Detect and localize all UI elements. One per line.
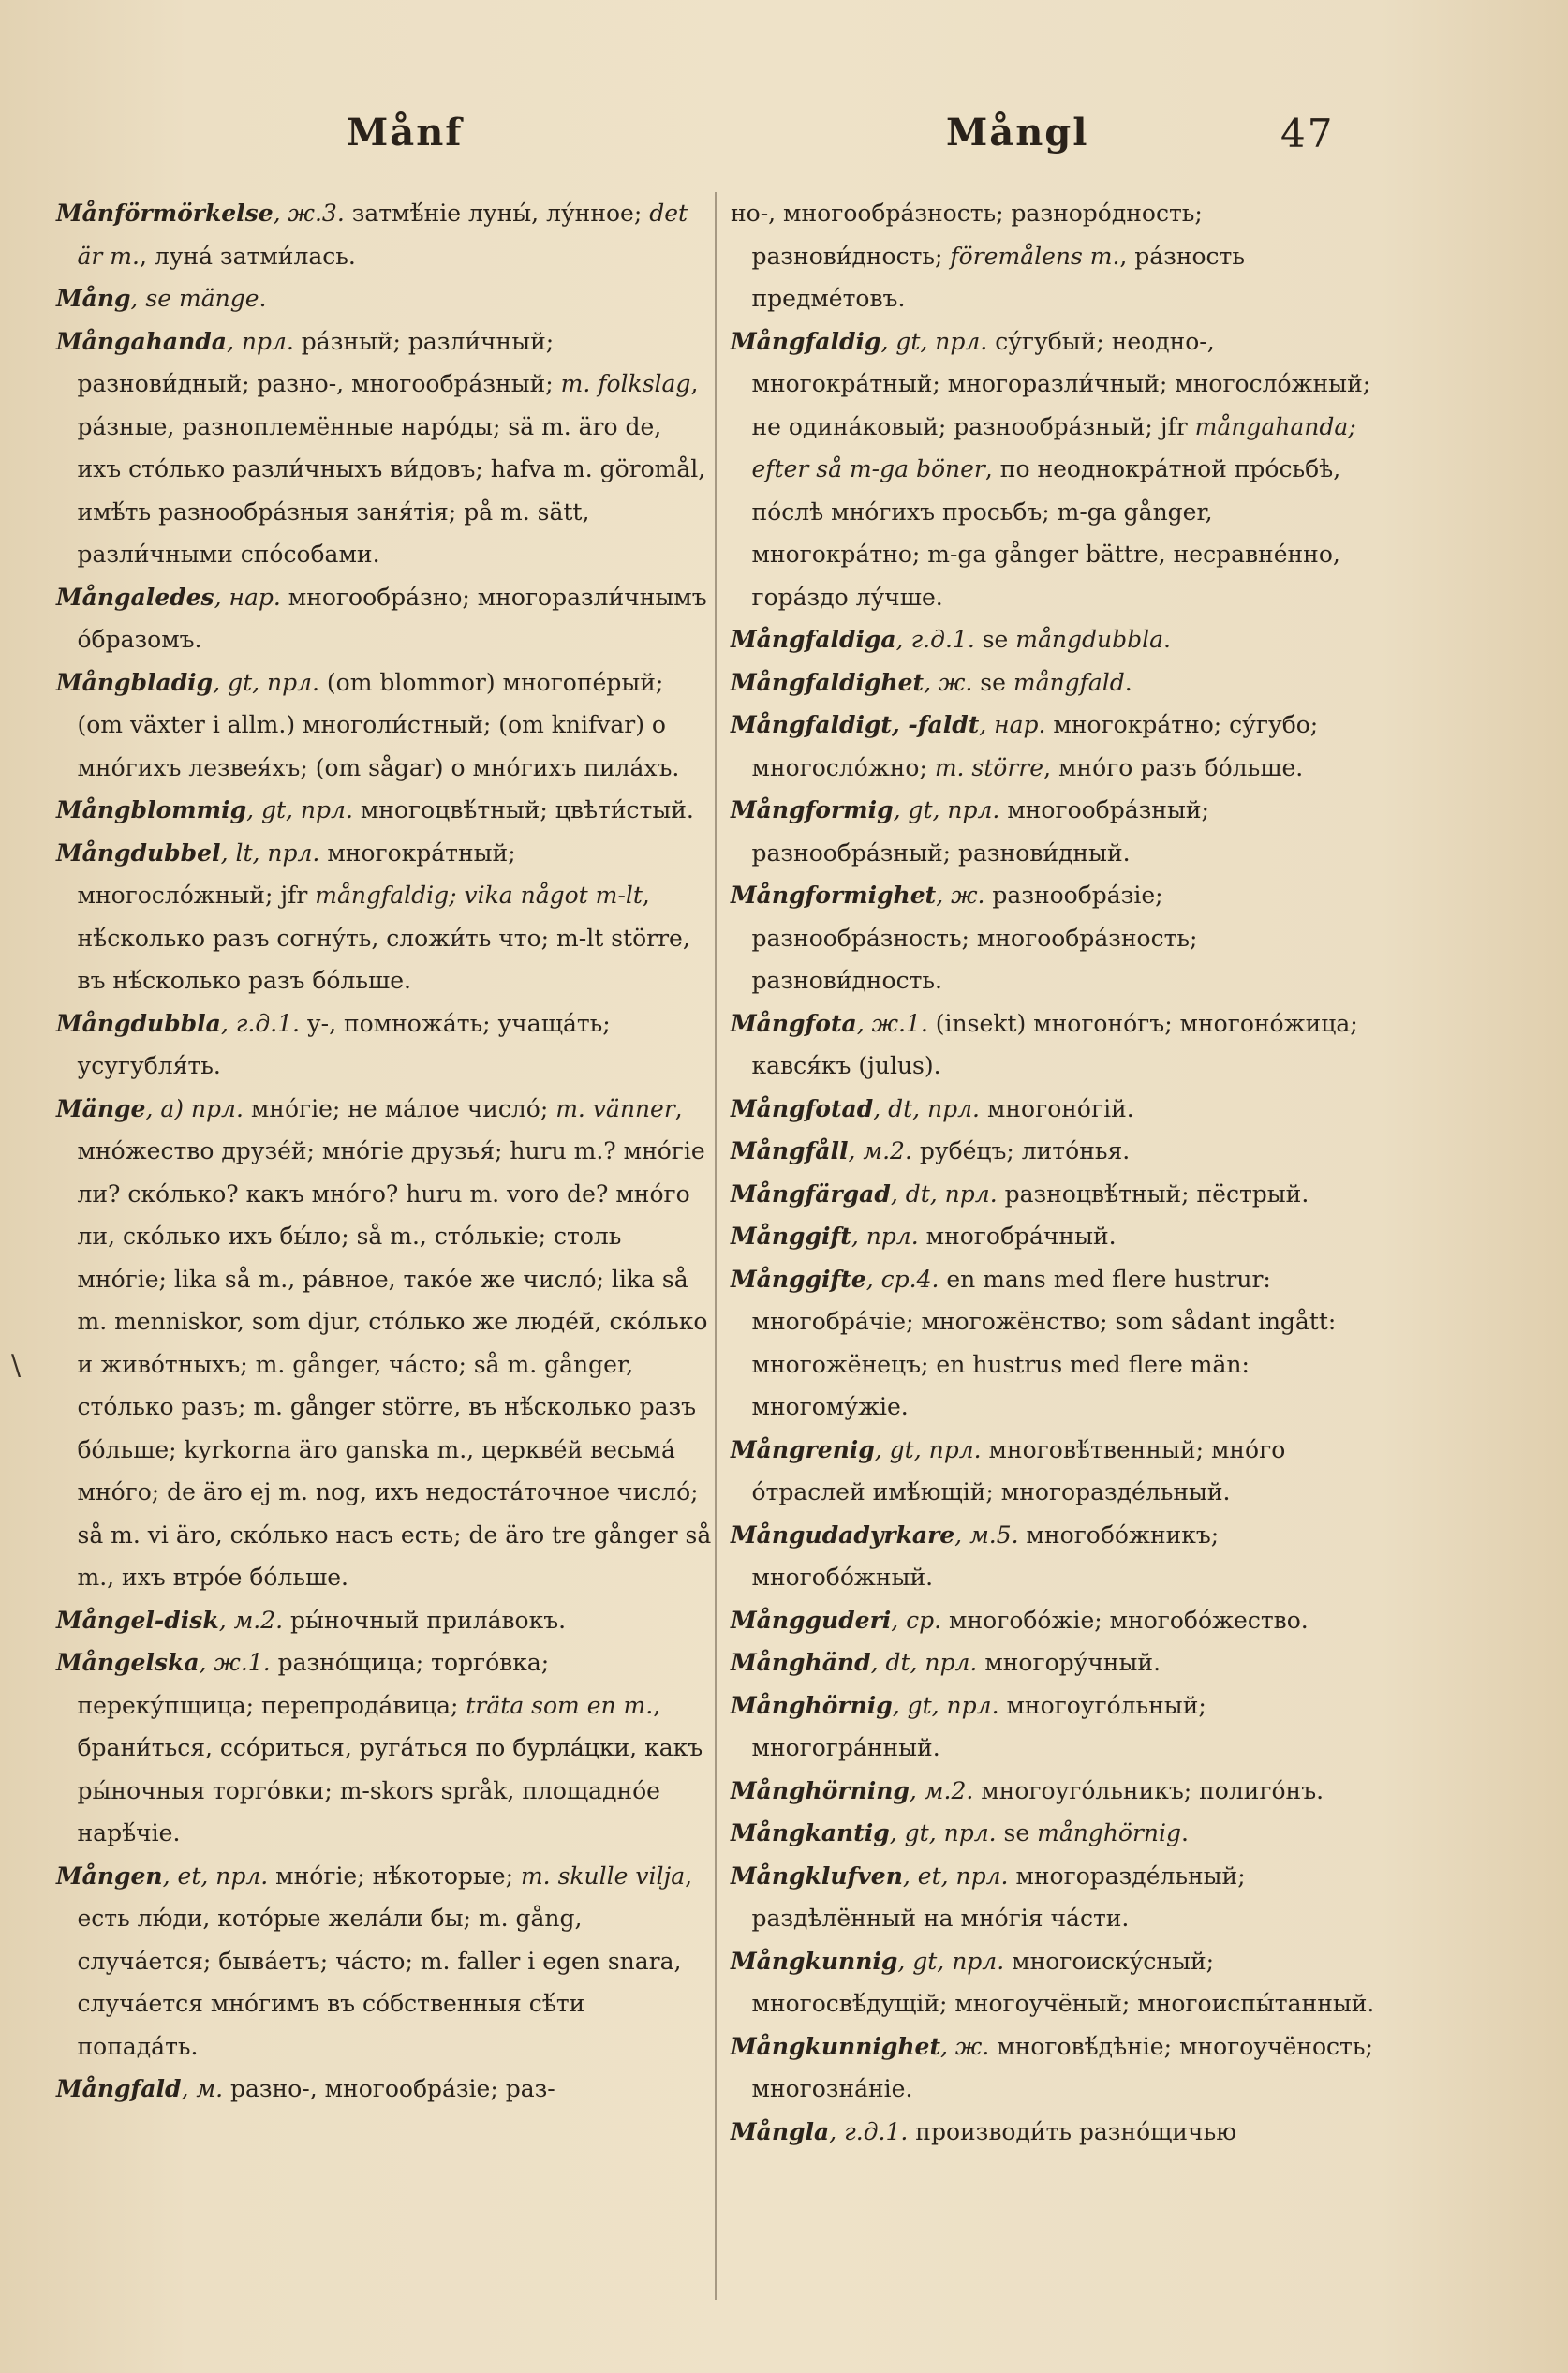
entry-continuation: , брани́ться, ссо́риться, руга́ться по бурла́цки, какъ ры́ночныя торго́вки; m-skors språk, площадно́е нарѣ́чіе.	[77, 1691, 703, 1846]
entry-continuation: , луна́ затми́лась.	[139, 242, 356, 270]
entry-example: mångfald	[1013, 668, 1125, 696]
entry-example: m. större	[934, 753, 1044, 781]
entry-grammar: , dt, прл.	[870, 1649, 978, 1676]
dictionary-entry	[731, 2111, 1386, 2154]
entry-definition: se	[996, 1819, 1038, 1846]
entry-headword: Månghörning	[731, 1776, 910, 1804]
dictionary-entry	[731, 1855, 1386, 1940]
entry-grammar: , gt, прл.	[892, 1691, 999, 1719]
dictionary-entry	[731, 874, 1386, 1002]
dictionary-entry	[56, 277, 712, 320]
entry-headword: Mångfärgad	[731, 1179, 891, 1208]
dictionary-entry	[731, 704, 1386, 789]
entry-grammar: , ж.	[940, 2032, 990, 2060]
entry-grammar: , ж.1.	[199, 1649, 271, 1676]
entry-grammar: , м.5.	[954, 1520, 1019, 1549]
entry-headword: Mångfaldiga	[731, 626, 896, 653]
entry-headword: Mångfotad	[731, 1094, 874, 1122]
entry-headword: Mångguderi	[731, 1606, 892, 1634]
entry-grammar: , прл.	[851, 1223, 919, 1250]
entry-continuation: .	[1163, 626, 1171, 653]
entry-headword: Mångaledes	[56, 583, 214, 611]
entry-headword: Mångrenig	[731, 1435, 875, 1463]
entry-grammar: , gt, прл.	[897, 1947, 1005, 1975]
entry-headword: Mångformighet	[731, 882, 937, 909]
entry-grammar: , ж.1.	[856, 1009, 928, 1037]
entry-grammar: , г.д.1.	[895, 626, 975, 653]
entry-headword: Månförmörkelse	[56, 200, 274, 227]
entry-grammar: , г.д.1.	[220, 1009, 300, 1037]
entry-headword: Mångkantig	[731, 1819, 890, 1846]
entry-headword: Mångblommig	[56, 796, 247, 823]
entry-headword: Mångel-disk	[56, 1606, 219, 1634]
entry-definition: производи́ть разно́щичью	[908, 2117, 1236, 2145]
dictionary-entry	[56, 1855, 712, 2069]
entry-definition: многобо́жникъ; многобо́жный.	[751, 1520, 1220, 1591]
entry-headword: Mångudadyrkare	[731, 1520, 955, 1549]
entry-headword: Mångformig	[731, 796, 894, 823]
dictionary-entry	[731, 1088, 1386, 1131]
entry-definition: многоразде́льный; раздѣлённый на мно́гія ча́сти.	[751, 1861, 1246, 1932]
entry-headword: Mångdubbla	[56, 1009, 221, 1037]
entry-headword: Mångfota	[731, 1009, 857, 1037]
entry-headword: Mång	[56, 285, 131, 312]
entry-grammar: , г.д.1.	[829, 2117, 909, 2145]
entry-headword: Mångklufven	[731, 1861, 903, 1890]
entry-example: träta som en m.	[466, 1691, 654, 1719]
entry-definition: многоуго́льникъ; полиго́нъ.	[973, 1776, 1324, 1804]
entry-definition: мно́гіе; нѣ́которые;	[268, 1861, 521, 1890]
entry-example: det är m.	[77, 200, 688, 270]
entry-grammar: , а) прл.	[145, 1094, 244, 1122]
entry-headword: Mångfaldigt, -faldt	[731, 711, 980, 738]
entry-grammar: , м.2.	[848, 1137, 912, 1164]
entry-headword: Månghänd	[731, 1649, 871, 1676]
entry-grammar: , м.	[181, 2075, 224, 2102]
entry-definition: многокра́тный; многосло́жный; jfr	[77, 838, 516, 909]
dictionary-entry	[731, 1258, 1386, 1429]
dictionary-entry	[731, 2025, 1386, 2111]
dictionary-entry	[731, 320, 1386, 619]
entry-definition: многокра́тно; су́губо; многосло́жно;	[751, 711, 1319, 781]
entry-continuation: , по неоднокра́тной про́сьбѣ, по́слѣ мно́гихъ просьбъ; m-ga gånger, многокра́тно; m-ga gånger bättre, несравне́нно, гора́здо лу́чше.	[751, 455, 1341, 611]
entry-headword: Mångfåll	[731, 1137, 849, 1164]
entry-headword: Mångelska	[56, 1649, 200, 1676]
entry-grammar: , ср.	[891, 1606, 942, 1634]
entry-definition: су́губый; неодно-, многокра́тный; многоразли́чный; многосло́жный; не одина́ковый; разнообра́зный; jfr	[751, 327, 1371, 440]
page-number: 47	[1280, 111, 1335, 156]
entry-headword: Mångla	[731, 2117, 830, 2145]
right-column	[731, 192, 1386, 2153]
entry-definition: en mans med flere hustrur: многобра́чіе; многожёнство; som sådant ingått: многожёнецъ; en hustrus med flere män: многому́жіе.	[751, 1265, 1337, 1420]
entry-example: m. folkslag	[560, 370, 691, 397]
left-column	[56, 192, 712, 2111]
running-head-left: Månf	[347, 111, 464, 155]
entry-grammar: , dt, прл.	[873, 1094, 980, 1122]
entry-continuation: , мно́жество друзе́й; мно́гіе друзья́; huru m.? мно́гіе ли? ско́лько? какъ мно́го? huru m. voro de? мно́го ли, ско́лько ихъ бы́ло; så m., сто́лькіе; столь мно́гіе; lika så m., ра́вное, тако́е же число́; lika så m. menniskor, som djur, сто́лько же люде́й, ско́лько и живо́тныхъ; m. gånger, ча́сто; så m. gånger, сто́лько разъ; m. gånger större, въ нѣ́сколько разъ бо́льше; kyrkorna äro ganska m., церкве́й весьма́ мно́го; de äro ej m. nog, ихъ недоста́точное число́; så m. vi äro, ско́лько насъ есть; de äro tre gånger så m., ихъ втро́е бо́льше.	[77, 1094, 712, 1591]
entry-grammar: , gt, прл.	[874, 1435, 982, 1463]
dictionary-entry	[56, 1599, 712, 1642]
entry-grammar: , ж.3.	[273, 200, 345, 227]
dictionary-entry	[56, 192, 712, 277]
entry-headword: Månghörnig	[731, 1691, 893, 1719]
entry-definition: многовѣ́дѣніе; многоучёность; многозна́ніе.	[751, 2032, 1373, 2102]
dictionary-entry	[56, 576, 712, 661]
entry-definition: многору́чный.	[977, 1649, 1161, 1676]
entry-grammar: , м.2.	[909, 1776, 974, 1804]
dictionary-entry	[56, 2068, 712, 2111]
entry-definition: многоуго́льный; многогра́нный.	[751, 1691, 1206, 1761]
entry-definition: se	[972, 668, 1013, 696]
entry-grammar: , нар.	[979, 711, 1046, 738]
entry-definition: многобра́чный.	[918, 1223, 1117, 1250]
dictionary-entry	[731, 618, 1386, 661]
dictionary-entry	[56, 320, 712, 576]
dictionary-entry	[56, 1088, 712, 1599]
dictionary-entry	[731, 1130, 1386, 1173]
dictionary-entry	[731, 1599, 1386, 1642]
column-divider	[715, 192, 717, 2300]
entry-continuation: , ра́зные, разноплемённые наро́ды; sä m. äro de, ихъ сто́лько разли́чныхъ ви́довъ; hafva m. göromål, имѣ́ть разнообра́зныя заня́тія; på m. sätt, разли́чными спо́собами.	[77, 370, 706, 568]
entry-definition: разно́щица; торго́вка; переку́пщица; перепрода́вица;	[77, 1649, 550, 1719]
entry-definition: многоцвѣ́тный; цвѣти́стый.	[352, 796, 694, 823]
entry-headword: Månggift	[731, 1223, 851, 1250]
entry-grammar: , et, прл.	[902, 1861, 1009, 1890]
dictionary-entry	[56, 1002, 712, 1088]
entry-grammar: , lt, прл.	[220, 838, 320, 867]
entry-continuation: , мно́го разъ бо́льше.	[1043, 753, 1304, 781]
entry-example: m. vänner	[555, 1094, 675, 1122]
entry-definition: se	[974, 626, 1016, 653]
entry-headword: Mångfald	[56, 2075, 182, 2102]
entry-headword: Mångbladig	[56, 668, 214, 696]
entry-headword: Mänge	[56, 1094, 146, 1122]
entry-definition: (insekt) многоно́гъ; многоно́жица; кався́къ (julus).	[751, 1009, 1358, 1079]
entry-continuation: .	[1181, 1819, 1189, 1846]
entry-headword: Mångfaldighet	[731, 668, 925, 696]
entry-definition: разнообра́зіе; разнообра́зность; многообра́зность; разнови́дность.	[751, 882, 1198, 994]
dictionary-entry	[56, 789, 712, 832]
entry-grammar: , ж.	[936, 882, 985, 909]
running-head-right: Mångl	[946, 111, 1089, 155]
entry-grammar: , dt, прл.	[890, 1179, 998, 1208]
dictionary-entry	[731, 789, 1386, 874]
page-header	[56, 111, 1335, 167]
entry-definition: мно́гіе; не ма́лое число́;	[243, 1094, 556, 1122]
dictionary-entry	[731, 1940, 1386, 2025]
entry-grammar: , gt, прл.	[213, 668, 319, 696]
entry-headword: Mångkunnighet	[731, 2032, 940, 2060]
dictionary-entry	[731, 1215, 1386, 1258]
entry-definition: но-, многообра́зность; разноро́дность; разнови́дность;	[731, 200, 1203, 270]
entry-headword: Mångdubbel	[56, 838, 221, 867]
dictionary-entry	[731, 1173, 1386, 1216]
entry-example: mångfaldig; vika något m-lt	[315, 882, 643, 909]
entry-headword: Mångahanda	[56, 327, 227, 355]
entry-definition: у-, помножа́ть; учаща́ть; усугубля́ть.	[77, 1009, 611, 1079]
entry-definition: затмѣ́ніе луны́, лу́нное;	[344, 200, 650, 227]
entry-grammar: , ж.	[924, 668, 973, 696]
entry-grammar: , et, прл.	[162, 1861, 269, 1890]
dictionary-entry	[56, 661, 712, 790]
entry-grammar: , нар.	[214, 583, 281, 611]
entry-definition: ра́зный; разли́чный; разнови́дный; разно-, многообра́зный;	[77, 327, 561, 397]
entry-definition: многоиску́сный; многосвѣ́дущій; многоучёный; многоиспы́танный.	[751, 1947, 1375, 2017]
entry-headword: Månggifte	[731, 1265, 866, 1293]
entry-example: m. skulle vilja	[520, 1861, 686, 1890]
entry-example: månghörnig	[1037, 1819, 1182, 1846]
dictionary-entry	[731, 192, 1386, 320]
entry-definition: рубе́цъ; лито́нья.	[911, 1137, 1131, 1164]
entry-grammar: , gt, прл.	[880, 327, 988, 355]
entry-grammar: , ср.4.	[865, 1265, 939, 1293]
entry-continuation: , нѣ́сколько разъ согну́ть, сложи́ть что; m-lt större, въ нѣ́сколько разъ бо́льше.	[77, 882, 690, 994]
entry-grammar: , прл.	[226, 327, 294, 355]
dictionary-entry	[56, 1641, 712, 1855]
entry-headword: Mången	[56, 1861, 163, 1890]
dictionary-entry	[731, 1684, 1386, 1770]
entry-grammar: , gt, прл.	[246, 796, 353, 823]
entry-continuation: , ра́зность предме́товъ.	[751, 242, 1245, 312]
entry-continuation: , есть лю́ди, кото́рые жела́ли бы; m. gång, случа́ется; быва́етъ; ча́сто; m. faller i egen snara, случа́ется мно́гимъ въ со́бственныя сѣ́ти попада́ть.	[77, 1861, 693, 2060]
entry-example: mänge	[179, 285, 259, 312]
entry-example: mångahanda; efter så m-ga böner	[751, 412, 1356, 482]
entry-definition: (om blommor) многопе́рый; (om växter i allm.) многоли́стный; (om knifvar) о мно́гихъ лезвея́хъ; (om sågar) о мно́гихъ пила́хъ.	[77, 668, 680, 781]
entry-definition: многовѣ́твенный; мно́го о́траслей имѣ́ющій; многоразде́льный.	[751, 1435, 1286, 1505]
dictionary-entry	[731, 1812, 1386, 1855]
entry-continuation: .	[259, 285, 267, 312]
dictionary-entry	[731, 1002, 1386, 1088]
entry-grammar: , м.2.	[218, 1606, 284, 1634]
entry-definition: ры́ночный прила́вокъ.	[283, 1606, 567, 1634]
entry-definition: многообра́зный; разнообра́зный; разнови́дный.	[751, 796, 1209, 867]
dictionary-entry	[731, 1770, 1386, 1813]
entry-example: mångdubbla	[1015, 626, 1164, 653]
entry-definition: разно-, многообра́зіе; раз-	[223, 2075, 555, 2102]
entry-continuation: .	[1124, 668, 1132, 696]
entry-grammar: , gt, прл.	[893, 796, 1000, 823]
entry-definition: многообра́зно; многоразли́чнымъ о́бразомъ.	[77, 583, 707, 653]
dictionary-entry	[731, 1429, 1386, 1514]
entry-grammar: , gt, прл.	[889, 1819, 997, 1846]
entry-definition: многобо́жіе; многобо́жество.	[941, 1606, 1309, 1634]
dictionary-entry	[56, 832, 712, 1002]
entry-headword: Mångkunnig	[731, 1947, 898, 1975]
entry-definition: многоно́гій.	[980, 1094, 1134, 1122]
dictionary-entry	[731, 661, 1386, 704]
entry-example: föremålens m.	[950, 242, 1120, 270]
entry-headword: Mångfaldig	[731, 327, 881, 355]
margin-mark: \	[11, 1349, 22, 1382]
entry-definition: разноцвѣ́тный; пёстрый.	[997, 1179, 1309, 1208]
dictionary-entry	[731, 1514, 1386, 1599]
entry-grammar: , se	[130, 285, 179, 312]
dictionary-entry	[731, 1641, 1386, 1684]
